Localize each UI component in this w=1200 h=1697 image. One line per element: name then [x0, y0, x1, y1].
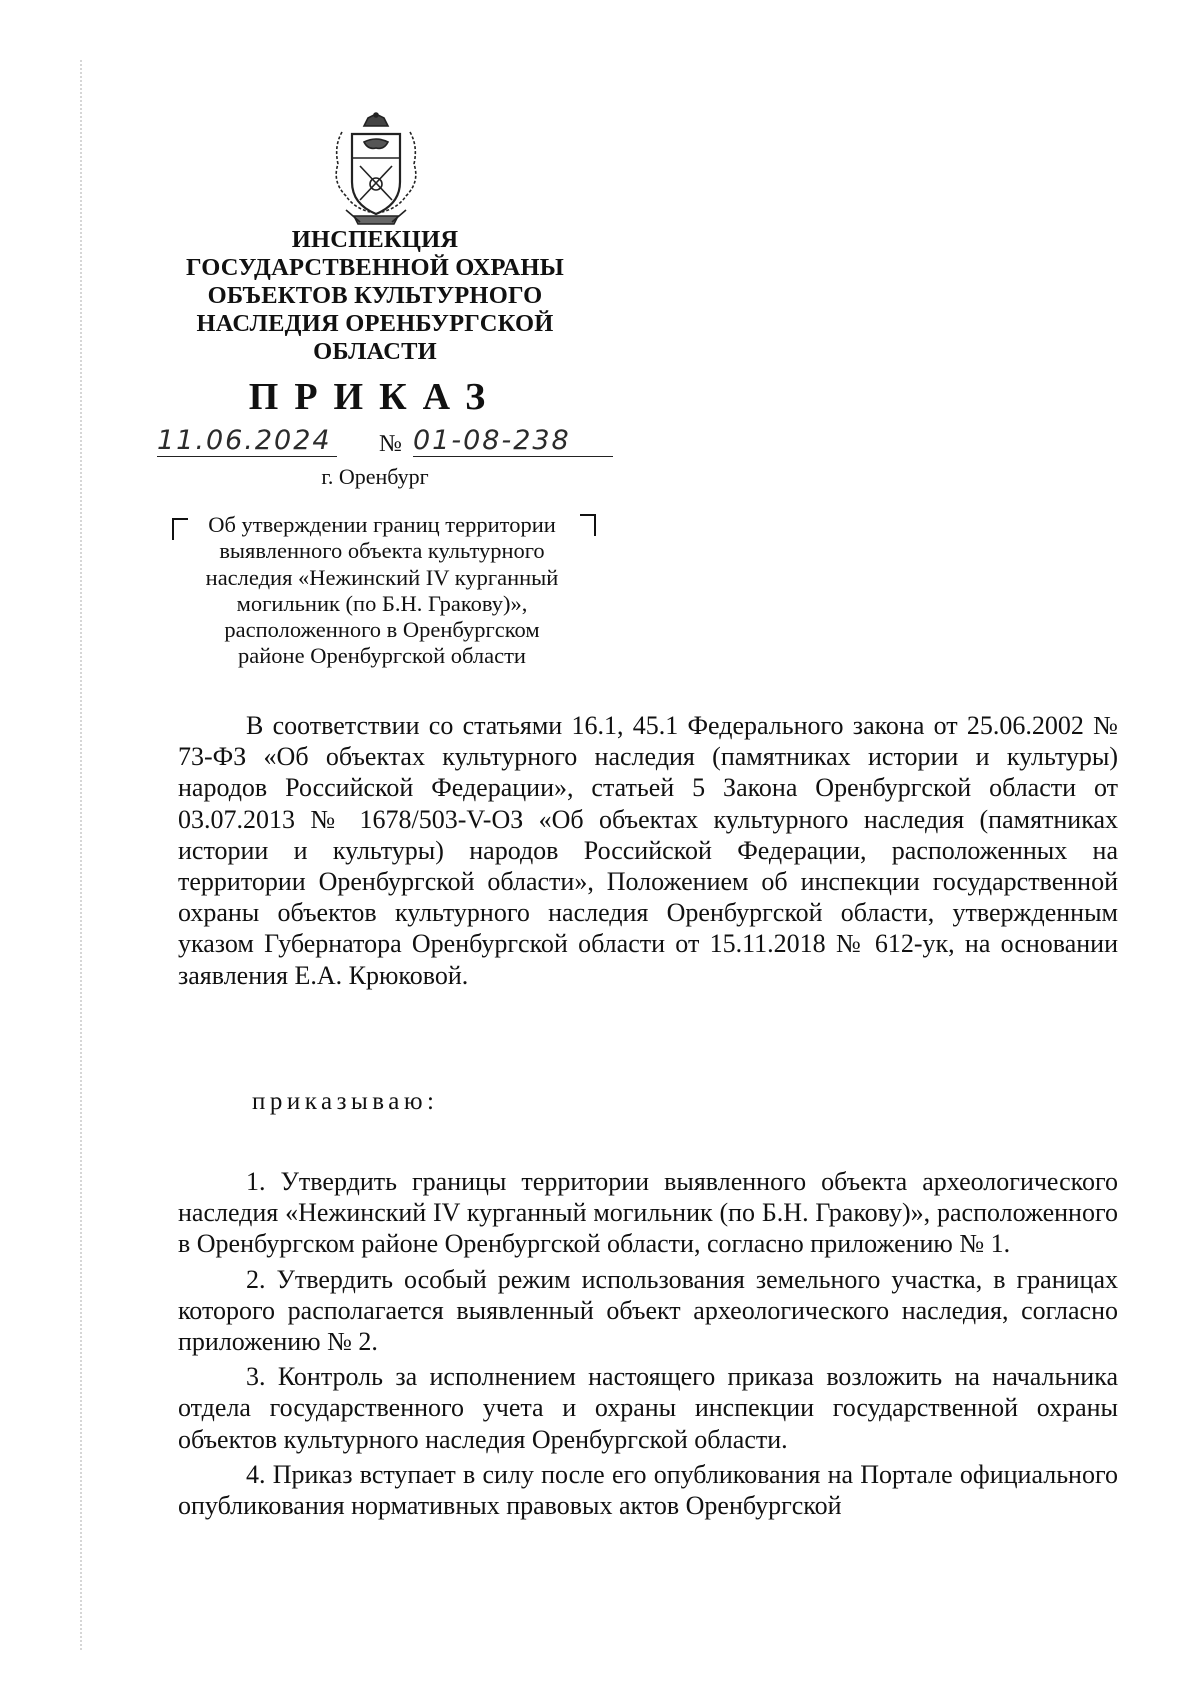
order-item: 1. Утвердить границы территории выявленного объекта археологического наследия «Нежинский IV курганный могильник (по Б.Н. Гракову)», расположенного в Оренбургском районе Оренбургской области, согласно приложению № 1.: [178, 1167, 1118, 1259]
order-items: [178, 1166, 1118, 1525]
org-line: НАСЛЕДИЯ ОРЕНБУРГСКОЙ: [196, 310, 554, 337]
handwritten-number: 01-08-238: [413, 425, 613, 457]
order-word: приказываю:: [252, 1088, 439, 1115]
subject-block: [172, 512, 592, 670]
subject-line: районе Оренбургской области: [238, 643, 526, 669]
handwritten-date: 11.06.2024: [157, 425, 337, 457]
document-type-title: ПРИКАЗ: [248, 376, 502, 418]
org-line: ОБЛАСТИ: [313, 338, 437, 365]
subject-line: наследия «Нежинский IV курганный: [205, 564, 559, 590]
org-line: ИНСПЕКЦИЯ: [291, 226, 459, 253]
date-number-line: [155, 425, 615, 461]
preamble-section: [178, 710, 1118, 991]
order-item: 2. Утвердить особый режим использования земельного участка, в границах которого располагается выявленный объект археологического наследия, согласно приложению № 2.: [178, 1264, 1118, 1357]
city: г. Оренбург: [321, 464, 429, 489]
subject-line: могильник (по Б.Н. Гракову)»,: [236, 590, 528, 616]
binding-dotted-line: [80, 60, 82, 1650]
preamble-paragraph: В соответствии со статьями 16.1, 45.1 Федерального закона от 25.06.2002 № 73-ФЗ «Об объектах культурного наследия (памятниках истории и культуры) народов Российской Федерации», статьей 5 Закона Оренбургской области от 03.07.2013 № 1678/503-V-ОЗ «Об объектах культурного наследия (памятниках истории и культуры) народов Российской Федерации, расположенных на территории Оренбургской области», Положением об инспекции государственной охраны объектов культурного наследия Оренбургской области, утвержденным указом Губернатора Оренбургской области от 15.11.2018 № 612-ук, на основании заявления Е.А. Крюковой.: [178, 711, 1118, 990]
number-sign: №: [379, 431, 402, 457]
org-line: ГОСУДАРСТВЕННОЙ ОХРАНЫ: [186, 254, 564, 281]
subject-line: выявленного объекта культурного: [219, 538, 545, 564]
order-item: 3. Контроль за исполнением настоящего приказа возложить на начальника отдела государственного учета и охраны инспекции государственной охраны объектов культурного наследия Оренбургской области.: [178, 1362, 1118, 1454]
org-line: ОБЪЕКТОВ КУЛЬТУРНОГО: [207, 282, 543, 309]
order-item: 4. Приказ вступает в силу после его опубликования на Портале официального опубликования нормативных правовых актов Оренбургской: [178, 1459, 1118, 1521]
subject-line: расположенного в Оренбургском: [224, 617, 540, 643]
subject-line: Об утверждении границ территории: [208, 512, 556, 537]
coat-of-arms-emblem-icon: [324, 112, 428, 230]
organization-name: [150, 226, 600, 366]
